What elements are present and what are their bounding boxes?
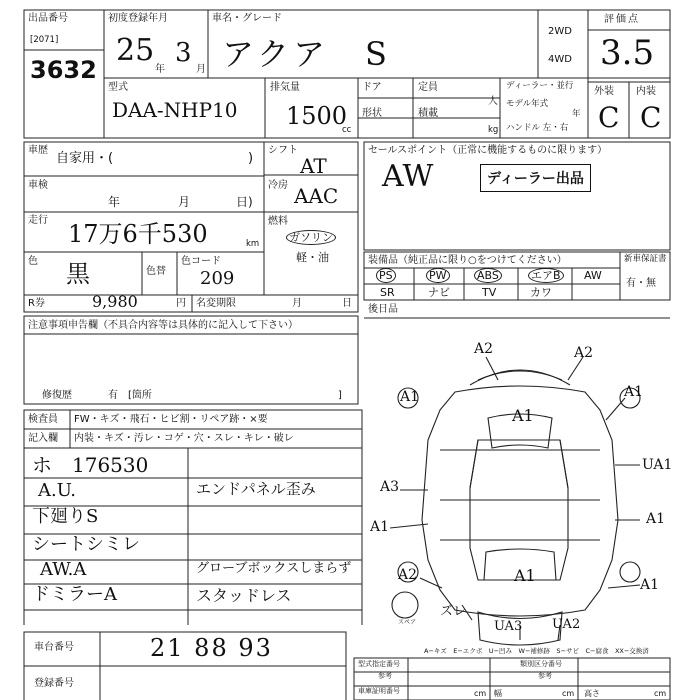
equip-sr: SR bbox=[380, 286, 395, 299]
inspection-label: 車検 bbox=[28, 180, 48, 191]
year-unit: 年 bbox=[155, 64, 165, 75]
damage-mark: UA3 bbox=[494, 619, 523, 634]
equip-tv: TV bbox=[482, 286, 497, 299]
model-year-label: モデル年式 bbox=[506, 99, 549, 109]
note-line: ドミラーA bbox=[32, 584, 117, 605]
note-line: ホ 176530 bbox=[32, 453, 149, 477]
note-line-right: グローブボックスしまらず bbox=[196, 561, 352, 576]
lot-number: 3632 bbox=[30, 56, 97, 84]
dealer-label: ディーラー・並行 bbox=[506, 81, 574, 91]
equipment-label: 装備品（純正品に限り○をつけてください） bbox=[368, 255, 567, 266]
warranty-value: 有・無 bbox=[626, 278, 656, 289]
first-reg-year: 25 bbox=[116, 33, 155, 68]
class-label: 類別区分番号 bbox=[520, 660, 562, 668]
ref-label: 参考 bbox=[378, 672, 392, 680]
handle-label: ハンドル 左・右 bbox=[506, 123, 569, 133]
equip-abs: ABS bbox=[474, 270, 502, 282]
inspector-label: 検査員 bbox=[28, 414, 58, 425]
fuel-value: ガソリン bbox=[286, 232, 336, 244]
model-label: 型式 bbox=[108, 82, 128, 93]
inspection-day: 日) bbox=[236, 195, 253, 209]
warranty-label: 新車保証書 bbox=[624, 254, 667, 264]
damage-mark: A2 bbox=[474, 341, 494, 357]
note-line-right: スタッドレス bbox=[196, 586, 292, 605]
interior-label: 内装 bbox=[636, 86, 656, 97]
damage-mark: ズレ bbox=[440, 604, 467, 619]
displacement-value: 1500 bbox=[286, 102, 348, 130]
lot-sub: [2071] bbox=[30, 35, 59, 45]
mileage-unit: km bbox=[246, 239, 260, 249]
sales-point-value: AW bbox=[382, 159, 434, 194]
sales-point-label: セールスポイント（正常に機能するものに限ります） bbox=[368, 145, 608, 156]
damage-mark: A3 bbox=[380, 479, 400, 495]
cm-unit: cm bbox=[562, 689, 575, 698]
shape-label: 形状 bbox=[362, 108, 382, 119]
history-label: 車歴 bbox=[28, 145, 48, 156]
registration-label: 登録番号 bbox=[34, 678, 74, 689]
damage-mark: A2 bbox=[574, 345, 594, 361]
car-diagram bbox=[390, 357, 640, 645]
interior-value: C bbox=[640, 101, 662, 134]
first-reg-month: 3 bbox=[175, 38, 192, 68]
history-value: 自家用・( bbox=[56, 151, 114, 166]
note-line: AW.A bbox=[40, 559, 87, 580]
color-label: 色 bbox=[28, 256, 38, 267]
name-change-month: 月 bbox=[292, 298, 302, 309]
fuel-options: 軽・油 bbox=[296, 251, 329, 264]
drive-2wd: 2WD bbox=[548, 26, 572, 37]
drive-4wd: 4WD bbox=[548, 54, 572, 65]
load-label: 積載 bbox=[418, 108, 438, 119]
grade-label: 評価点 bbox=[604, 14, 640, 25]
repair-label: 修復歴 bbox=[42, 390, 72, 401]
capacity-label: 定員 bbox=[418, 82, 438, 93]
inspector-text: FW・キズ・飛石・ヒビ割・リペア跡・×要 bbox=[74, 414, 268, 425]
displacement-label: 排気量 bbox=[270, 82, 300, 93]
damage-mark: A1 bbox=[400, 389, 420, 405]
chassis-value: 21 88 93 bbox=[150, 634, 273, 662]
model-year-suffix: 年 bbox=[572, 109, 581, 119]
rear-seat-label: 後日品 bbox=[368, 304, 398, 315]
damage-mark: A1 bbox=[512, 406, 534, 425]
dealer-stamp: ディーラー出品 bbox=[480, 164, 591, 192]
damage-mark: A1 bbox=[370, 519, 390, 535]
load-unit: kg bbox=[488, 125, 499, 135]
ac-value: AAC bbox=[294, 184, 339, 208]
ac-label: 冷房 bbox=[268, 180, 288, 191]
grade-value: 3.5 bbox=[600, 33, 655, 73]
model-value: DAA-NHP10 bbox=[112, 98, 238, 122]
door-label: ドア bbox=[362, 82, 382, 93]
recycle-value: 9,980 bbox=[92, 292, 138, 311]
damage-mark: A1 bbox=[646, 511, 666, 527]
height-label: 高さ bbox=[584, 689, 600, 698]
damage-mark: A2 bbox=[398, 567, 418, 583]
car-name: アクア S bbox=[222, 35, 391, 73]
color-change-label: 色替 bbox=[146, 266, 166, 277]
garage-label: 車庫証明番号 bbox=[358, 687, 400, 695]
note-line: 下廻りS bbox=[32, 506, 99, 527]
cm-unit: cm bbox=[474, 689, 487, 698]
equip-ps: PS bbox=[376, 270, 396, 282]
repair-close: ] bbox=[338, 390, 342, 401]
equip-leather: カワ bbox=[530, 286, 552, 299]
capacity-unit: 人 bbox=[488, 96, 498, 107]
car-name-label: 車名・グレード bbox=[212, 13, 282, 24]
exterior-label: 外装 bbox=[594, 86, 614, 97]
note-line-right: エンドパネル歪み bbox=[196, 480, 316, 498]
chassis-label: 車台番号 bbox=[34, 642, 74, 653]
shift-value: AT bbox=[300, 154, 327, 178]
recorder-label: 記入欄 bbox=[28, 433, 58, 444]
note-line: A.U. bbox=[38, 480, 76, 501]
mileage-value: 17万6千530 bbox=[68, 220, 208, 248]
color-code-label: 色コード bbox=[181, 256, 221, 267]
mileage-label: 走行 bbox=[28, 215, 48, 226]
lot-label: 出品番号 bbox=[28, 13, 68, 24]
exterior-value: C bbox=[598, 101, 620, 134]
equip-navi: ナビ bbox=[428, 286, 450, 299]
color-code-value: 209 bbox=[200, 268, 235, 289]
inspection-year: 年 bbox=[108, 195, 121, 209]
diagram-legend: A−キズ E−エクボ U−凹み W−補修跡 S−サビ C−腐食 XX−交換済 bbox=[424, 647, 649, 655]
spare-label: スペア bbox=[398, 619, 417, 626]
equip-airbag: エアB bbox=[528, 270, 564, 282]
fuel-label: 燃料 bbox=[268, 216, 288, 227]
repair-value: 有 [箇所 bbox=[108, 390, 152, 401]
equip-aw: AW bbox=[584, 269, 602, 282]
spec-label: 型式指定番号 bbox=[358, 660, 400, 668]
name-change-day: 日 bbox=[342, 298, 352, 309]
name-change-label: 名変期限 bbox=[196, 298, 236, 309]
shift-label: シフト bbox=[268, 145, 298, 156]
displacement-unit: cc bbox=[342, 125, 352, 135]
width-label: 幅 bbox=[494, 689, 502, 698]
first-reg-label: 初度登録年月 bbox=[108, 13, 168, 24]
damage-mark: UA2 bbox=[552, 617, 581, 632]
history-close: ) bbox=[248, 151, 254, 166]
month-unit: 月 bbox=[196, 64, 206, 75]
color-value: 黒 bbox=[66, 260, 90, 288]
notes-label: 注意事項申告欄（不具合内容等は具体的に記入して下さい） bbox=[28, 320, 298, 331]
recorder-text: 内装・キズ・汚レ・コゲ・穴・スレ・キレ・破レ bbox=[74, 433, 294, 444]
damage-mark: UA1 bbox=[642, 457, 673, 473]
recycle-unit: 円 bbox=[176, 298, 186, 309]
damage-mark: A1 bbox=[624, 384, 644, 400]
damage-mark: A1 bbox=[640, 577, 660, 593]
inspection-month: 月 bbox=[178, 195, 191, 209]
cm-unit: cm bbox=[654, 689, 667, 698]
ref-label: 参考 bbox=[538, 672, 552, 680]
recycle-label: R券 bbox=[28, 298, 45, 309]
equip-pw: PW bbox=[426, 270, 450, 282]
note-line: シートシミレ bbox=[32, 534, 140, 555]
damage-mark: A1 bbox=[514, 566, 536, 585]
